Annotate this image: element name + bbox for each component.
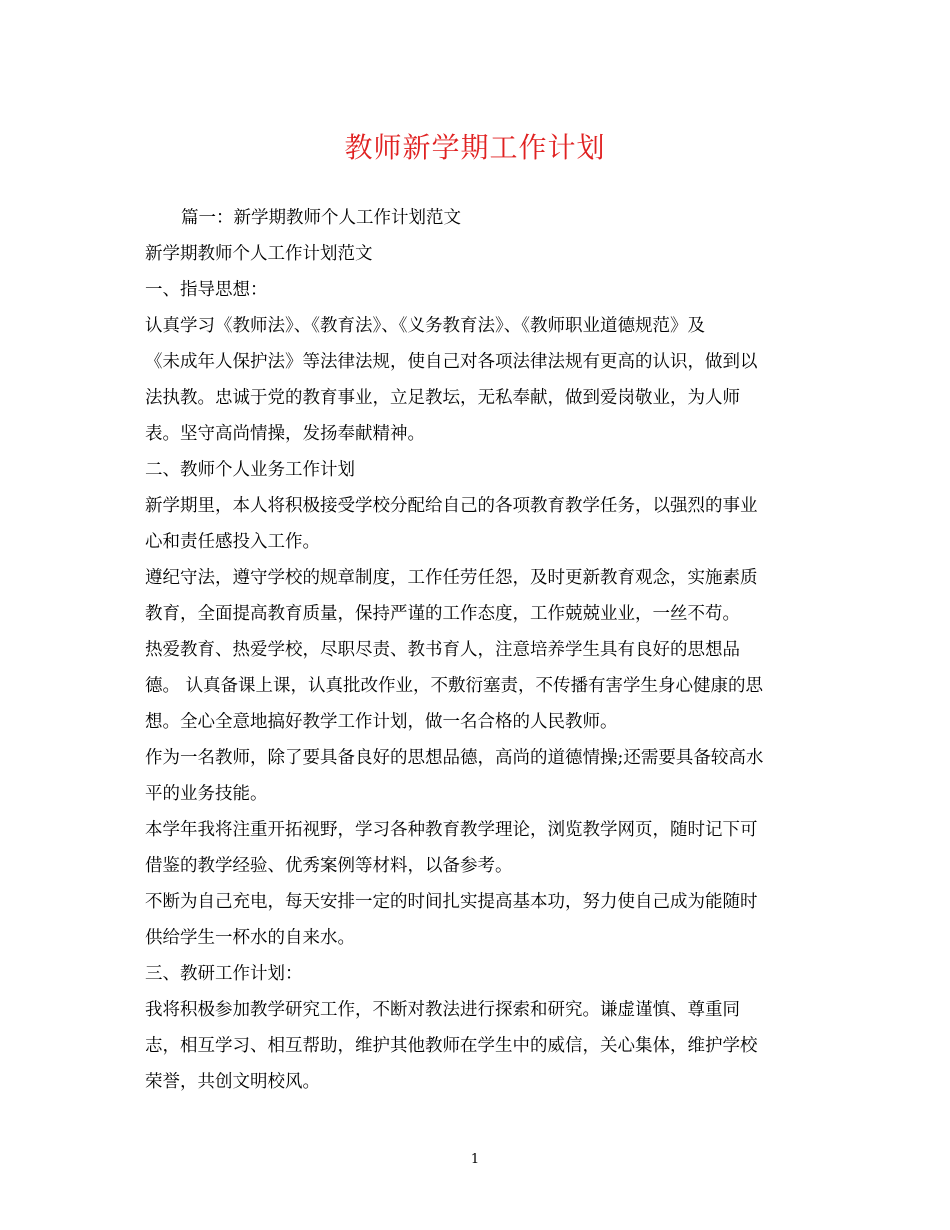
paragraph-line: 本学年我将注重开拓视野，学习各种教育教学理论，浏览教学网页，随时记下可 xyxy=(145,820,758,840)
page-number: 1 xyxy=(470,1152,480,1167)
paragraph-line: 作为一名教师，除了要具备良好的思想品德，高尚的道德情操;还需要具备较高水 xyxy=(145,748,764,768)
paragraph-line: 表。坚守高尚情操，发扬奉献精神。 xyxy=(145,424,425,444)
paragraph-line: 认真学习《教师法》、《教育法》、《义务教育法》、《教师职业道德规范》及 xyxy=(145,316,705,336)
paragraph-line: 平的业务技能。 xyxy=(145,784,268,804)
paragraph-line: 教育，全面提高教育质量，保持严谨的工作态度，工作兢兢业业，一丝不苟。 xyxy=(145,604,740,624)
paragraph-line: 我将积极参加教学研究工作，不断对教法进行探索和研究。谦虚谨慎、尊重同 xyxy=(145,1000,740,1020)
section-heading: 三、教研工作计划： xyxy=(145,964,303,984)
document-body xyxy=(145,200,815,1100)
page-title: 教师新学期工作计划 xyxy=(344,131,606,164)
section-heading: 一、指导思想： xyxy=(145,280,268,300)
paragraph-line: 法执教。忠诚于党的教育事业，立足教坛，无私奉献，做到爱岗敬业，为人师 xyxy=(145,388,740,408)
paragraph-line: 心和责任感投入工作。 xyxy=(145,532,320,552)
paragraph-line: 不断为自己充电，每天安排一定的时间扎实提高基本功，努力使自己成为能随时 xyxy=(145,892,758,912)
paragraph-line: 供给学生一杯水的自来水。 xyxy=(145,928,355,948)
paragraph-line: 德。 认真备课上课，认真批改作业，不敷衍塞责，不传播有害学生身心健康的思 xyxy=(145,676,764,696)
section-heading: 篇一：新学期教师个人工作计划范文 xyxy=(181,208,461,228)
paragraph-line: 遵纪守法，遵守学校的规章制度，工作任劳任怨，及时更新教育观念，实施素质 xyxy=(145,568,758,588)
paragraph-line: 志，相互学习、相互帮助，维护其他教师在学生中的威信，关心集体，维护学校 xyxy=(145,1036,758,1056)
subtitle-line: 新学期教师个人工作计划范文 xyxy=(145,244,373,264)
paragraph-line: 《未成年人保护法》等法律法规，使自己对各项法律法规有更高的认识，做到以 xyxy=(145,352,758,372)
paragraph-line: 借鉴的教学经验、优秀案例等材料，以备参考。 xyxy=(145,856,513,876)
paragraph-line: 想。全心全意地搞好教学工作计划，做一名合格的人民教师。 xyxy=(145,712,618,732)
paragraph-line: 新学期里，本人将积极接受学校分配给自己的各项教育教学任务，以强烈的事业 xyxy=(145,496,758,516)
paragraph-line: 荣誉，共创文明校风。 xyxy=(145,1072,320,1092)
paragraph-line: 热爱教育、热爱学校，尽职尽责、教书育人，注意培养学生具有良好的思想品 xyxy=(145,640,740,660)
section-heading: 二、教师个人业务工作计划 xyxy=(145,460,355,480)
